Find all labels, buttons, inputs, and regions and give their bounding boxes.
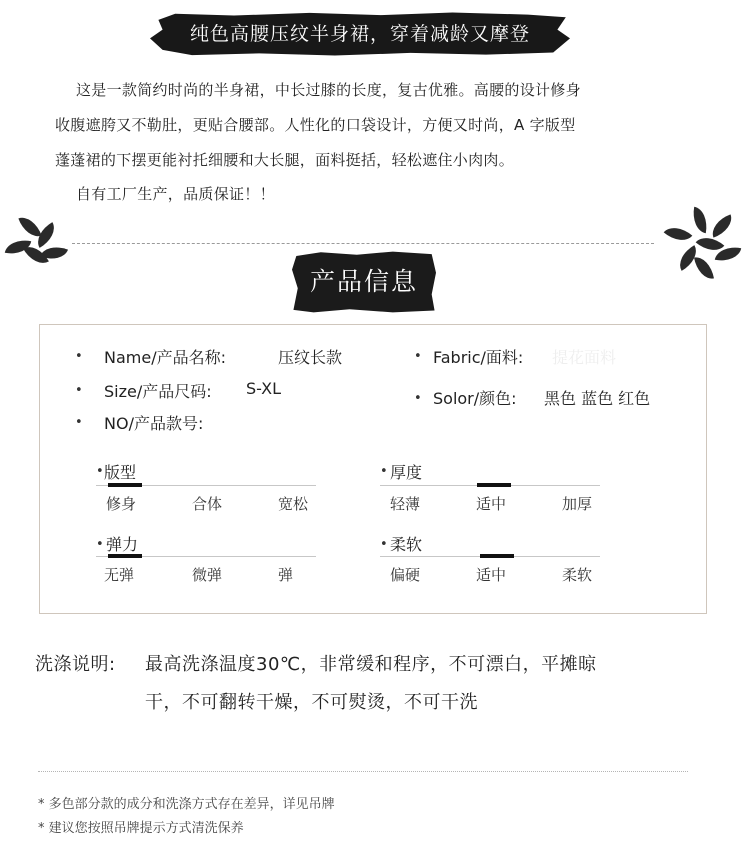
name-label: Name/产品名称:	[104, 348, 226, 367]
bullet-icon: •	[75, 383, 83, 398]
description-line-3: 蓬蓬裙的下摆更能衬托细腰和大长腿，面料挺括，轻松遮住小肉肉。	[55, 151, 515, 169]
scale-fit-option: 修身	[106, 495, 137, 513]
scale-elasticity-title: 弹力	[106, 535, 139, 554]
scale-fit-option: 宽松	[278, 495, 309, 513]
scale-softness-title: 柔软	[390, 535, 423, 554]
scale-softness-option: 柔软	[562, 566, 593, 584]
scale-fit-title: 版型	[104, 463, 137, 482]
scale-softness-marker	[480, 554, 514, 558]
scale-thickness-option: 轻薄	[390, 495, 421, 513]
size-value: S-XL	[246, 379, 282, 398]
scale-softness-option: 适中	[476, 566, 507, 584]
description-line-4: 自有工厂生产，品质保证！！	[76, 185, 275, 203]
bullet-icon: •	[414, 349, 422, 364]
color-label: Solor/颜色:	[433, 389, 517, 408]
color-value: 黑色 蓝色 红色	[544, 389, 651, 408]
dotted-divider	[38, 771, 688, 772]
scale-softness-option: 偏硬	[390, 566, 421, 584]
leaf-decoration-left-icon	[8, 215, 68, 270]
dashed-divider	[72, 243, 654, 244]
bullet-icon: •	[414, 391, 422, 406]
scale-fit-option: 合体	[192, 495, 223, 513]
washing-label: 洗涤说明:	[35, 654, 116, 675]
bullet-icon: •	[75, 415, 83, 430]
scale-thickness-title: 厚度	[390, 463, 423, 482]
scale-elasticity-option: 微弹	[192, 566, 223, 584]
scale-fit-marker	[108, 483, 142, 487]
washing-line-1: 最高洗涤温度30℃，非常缓和程序，不可漂白，平摊晾	[145, 654, 597, 675]
fabric-label: Fabric/面料:	[433, 348, 524, 367]
description-line-1: 这是一款简约时尚的半身裙，中长过膝的长度，复古优雅。高腰的设计修身	[76, 81, 581, 99]
size-label: Size/产品尺码:	[104, 382, 212, 401]
scale-thickness-option: 加厚	[562, 495, 593, 513]
scale-elasticity-option: 弹	[278, 566, 294, 584]
title-banner: 纯色高腰压纹半身裙，穿着减龄又摩登	[189, 23, 530, 45]
washing-line-2: 干，不可翻转干燥，不可熨烫，不可干洗	[145, 692, 478, 713]
bullet-icon: •	[96, 537, 104, 552]
note-line-1: * 多色部分款的成分和洗涤方式存在差异，详见吊牌	[38, 797, 335, 812]
scale-elasticity-marker	[108, 554, 142, 558]
description-line-2: 收腹遮胯又不勒肚，更贴合腰部。人性化的口袋设计，方便又时尚，A 字版型	[55, 116, 576, 134]
bullet-icon: •	[96, 464, 104, 479]
scale-elasticity-option: 无弹	[104, 566, 135, 584]
scale-thickness-marker	[477, 483, 511, 487]
scale-thickness-option: 适中	[476, 495, 507, 513]
style-number-label: NO/产品款号:	[104, 414, 204, 433]
bullet-icon: •	[75, 349, 83, 364]
note-line-2: * 建议您按照吊牌提示方式清洗保养	[38, 821, 244, 836]
bullet-icon: •	[380, 537, 388, 552]
leaf-decoration-right-icon	[662, 208, 744, 283]
section-title: 产品信息	[309, 267, 418, 296]
bullet-icon: •	[380, 464, 388, 479]
name-value: 压纹长款	[278, 348, 343, 367]
fabric-value: 提花面料	[552, 348, 617, 367]
